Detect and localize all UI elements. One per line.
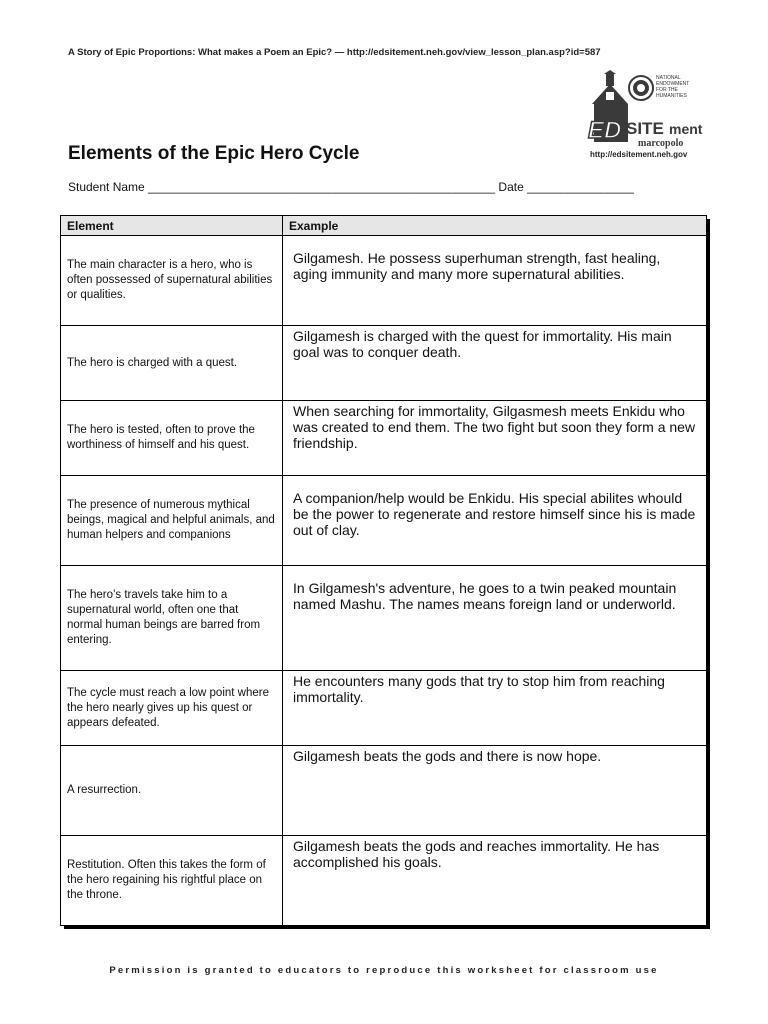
logo-org-line: ENDOWMENT — [656, 81, 690, 87]
element-cell: The presence of numerous mythical beings, magical and helpful animals, and human helpers and companions — [61, 476, 283, 566]
logo-brand-site: SITE — [626, 119, 664, 138]
example-cell: Gilgamesh is charged with the quest for immortality. His main goal was to conquer death. — [283, 326, 707, 401]
table-row — [61, 476, 707, 566]
element-cell: The hero is tested, often to prove the worthiness of himself and his quest. — [61, 401, 283, 476]
element-cell: A resurrection. — [61, 746, 283, 836]
example-cell: A companion/help would be Enkidu. His special abilites whould be the power to regenerate and restore himself since his is made out of clay. — [283, 476, 707, 566]
element-cell: The hero’s travels take him to a supernatural world, often one that normal human beings are barred from entering. — [61, 566, 283, 671]
logo-url: http://edsitement.neh.gov — [590, 150, 688, 159]
table-row — [61, 326, 707, 401]
element-cell: The cycle must reach a low point where the hero nearly gives up his quest or appears defeated. — [61, 671, 283, 746]
table-row — [61, 746, 707, 836]
column-header-element: Element — [61, 216, 283, 236]
table-row — [61, 236, 707, 326]
epic-hero-table-wrapper — [60, 215, 710, 929]
element-cell: The hero is charged with a quest. — [61, 326, 283, 401]
example-cell: When searching for immortality, Gilgasmesh meets Enkidu who was created to end them. The two fight but soon they form a new friendship. — [283, 401, 707, 476]
element-cell: Restitution. Often this takes the form of the hero regaining his rightful place on the throne. — [61, 836, 283, 926]
epic-hero-table — [60, 215, 707, 926]
column-header-example: Example — [283, 216, 707, 236]
logo-sub: marcopolo — [638, 138, 684, 149]
logo-brand-ment: ment — [669, 121, 703, 137]
permission-footer: Permission is granted to educators to reproduce this worksheet for classroom use — [109, 965, 659, 976]
logo-org-line: FOR THE — [656, 87, 678, 93]
table-row — [61, 401, 707, 476]
element-cell: The main character is a hero, who is often possessed of supernatural abilities or qualities. — [61, 236, 283, 326]
page-title: Elements of the Epic Hero Cycle — [68, 143, 360, 164]
example-cell: Gilgamesh. He possess superhuman strength, fast healing, aging immunity and many more supernatural abilities. — [283, 236, 707, 326]
example-cell: Gilgamesh beats the gods and there is now hope. — [283, 746, 707, 836]
neh-seal-icon — [629, 76, 653, 100]
table-row — [61, 671, 707, 746]
lesson-header: A Story of Epic Proportions: What makes a Poem an Epic? — http://edsitement.neh.gov/view_lesson_plan.asp?id=587 — [68, 47, 601, 58]
example-cell: He encounters many gods that try to stop him from reaching immortality. — [283, 671, 707, 746]
example-cell: In Gilgamesh's adventure, he goes to a twin peaked mountain named Mashu. The names means foreign land or underworld. — [283, 566, 707, 671]
student-name-date-line: Student Name ____________________________________________________ Date ________________ — [68, 180, 634, 194]
table-row — [61, 836, 707, 926]
example-cell: Gilgamesh beats the gods and reaches immortality. He has accomplished his goals. — [283, 836, 707, 926]
logo-org-line: HUMANITIES — [656, 93, 687, 99]
table-row — [61, 566, 707, 671]
logo-org-line: NATIONAL — [656, 75, 681, 81]
edsitement-logo — [586, 70, 704, 162]
table-header-row — [61, 216, 707, 236]
logo-brand-ed: ED — [588, 117, 622, 144]
